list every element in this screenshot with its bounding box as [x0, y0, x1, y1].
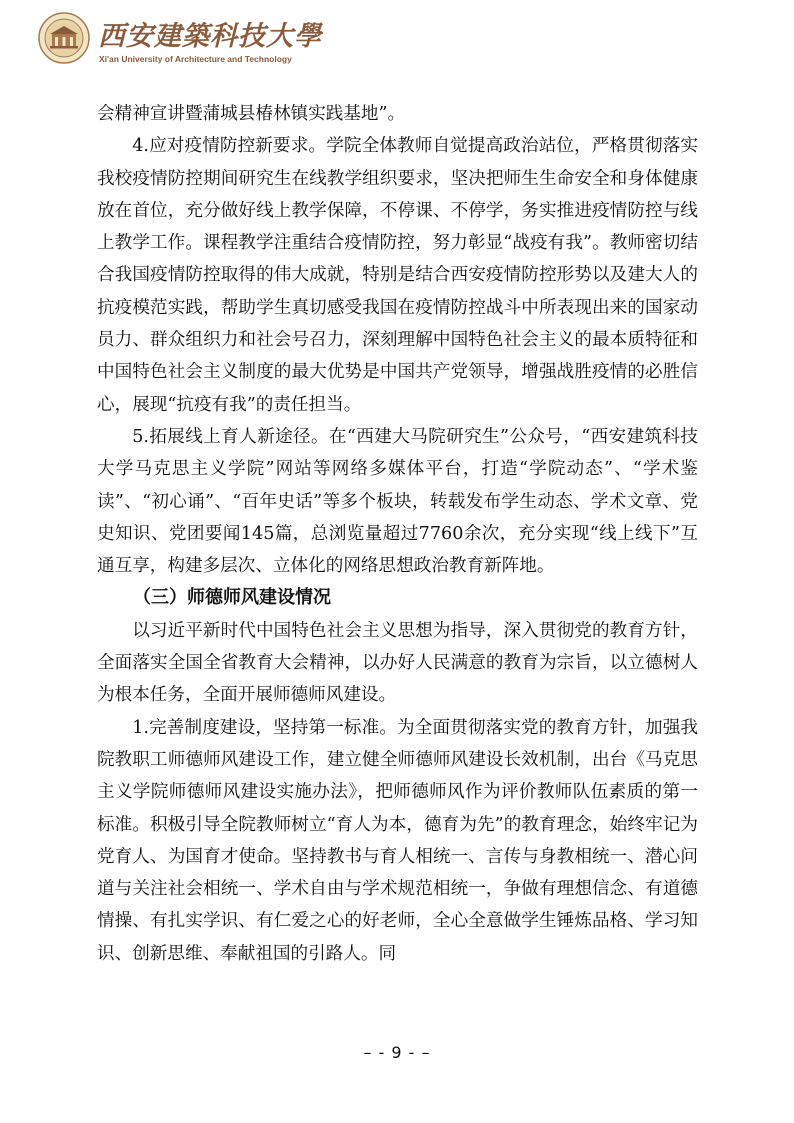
- paragraph-continuation: 会精神宣讲暨蒲城县椿林镇实践基地”。: [97, 104, 406, 124]
- university-name-logo: 西安建築科技大學: [98, 21, 322, 52]
- paragraph-system-building: 1.完善制度建设，坚持第一标准。为全面贯彻落实党的教育方针，加强我院教职工师德师风建设工作，建立健全师德师风建设长效机制，出台《马克思主义学院师德师风建设实施办法》，把师德师风作为评价教师队伍素质的第一标准。积极引导全院教师树立“育人为本，德育为先”的教育理念，始终牢记为党育人、为国育才使命。坚持教书与育人相统一、言传与身教相统一、潜心问道与关注社会相统一、学术自由与学术规范相统一，争做有理想信念、有道德情操、有扎实学识、有仁爱之心的好老师，全心全意做学生锤炼品格、学习知识、创新思维、奉献祖国的引路人。同: [97, 717, 698, 964]
- university-seal-icon: [38, 12, 90, 64]
- university-header: [38, 12, 338, 82]
- section-heading-teacher-ethics: （三）师德师风建设情况: [133, 587, 331, 609]
- paragraph-epidemic-control: 4.应对疫情防控新要求。学院全体教师自觉提高政治站位，严格贯彻落实我校疫情防控期间研究生在线教学组织要求，坚决把师生生命安全和身体健康放在首位，充分做好线上教学保障，不停课、不停学，务实推进疫情防控与线上教学工作。课程教学注重结合疫情防控，努力彰显“战疫有我”。教师密切结合我国疫情防控取得的伟大成就，特别是结合西安疫情防控形势以及建大人的抗疫模范实践，帮助学生真切感受我国在疫情防控战斗中所表现出来的国家动员力、群众组织力和社会号召力，深刻理解中国特色社会主义的最本质特征和中国特色社会主义制度的最大优势是中国共产党领导，增强战胜疫情的必胜信心，展现“抗疫有我”的责任担当。: [97, 136, 698, 415]
- paragraph-ethics-intro: 以习近平新时代中国特色社会主义思想为指导，深入贯彻党的教育方针，全面落实全国全省教育大会精神，以办好人民满意的教育为宗旨，以立德树人为根本任务，全面开展师德师风建设。: [97, 620, 698, 706]
- paragraph-online-education: 5.拓展线上育人新途径。在“西建大马院研究生”公众号，“西安建筑科技大学马克思主义学院”网站等网络多媒体平台，打造“学院动态”、“学术鉴读”、“初心诵”、“百年史话”等多个板块，转载发布学生动态、学术文章、党史知识、党团要闻145篇，总浏览量超过7760余次，充分实现“线上线下”互通互享，构建多层次、立体化的网络思想政治教育新阵地。: [97, 426, 698, 577]
- university-english-name: Xi'an University of Architecture and Technology: [99, 54, 292, 64]
- document-body: [97, 98, 698, 970]
- page-number: – - 9 - –: [363, 1043, 431, 1062]
